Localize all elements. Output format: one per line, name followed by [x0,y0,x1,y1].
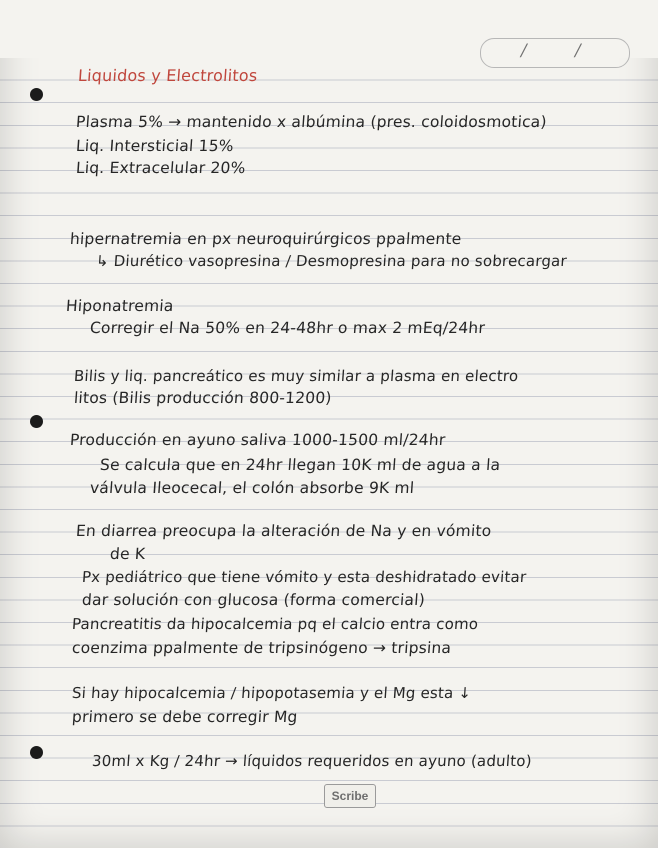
note-line: Pancreatitis da hipocalcemia pq el calcio entra como [71,615,479,633]
note-line: Corregir el Na 50% en 24-48hr o max 2 mEq/24hr [89,319,486,337]
date-slash: / [521,41,527,61]
note-line: Bilis y liq. pancreático es muy similar a plasma en electro [73,367,519,385]
note-line: En diarrea preocupa la alteración de Na y en vómito [75,522,493,540]
note-line: Liq. Extracelular 20% [75,159,247,177]
note-line: Plasma 5% → mantenido x albúmina (pres. coloidosmotica) [75,113,548,131]
note-line: primero se debe corregir Mg [71,708,299,726]
note-line: Se calcula que en 24hr llegan 10K ml de agua a la [99,456,501,474]
date-slash: / [575,41,581,61]
note-line: Si hay hipocalcemia / hipopotasemia y el Mg esta ↓ [71,684,472,702]
note-line: litos (Bilis producción 800-1200) [73,389,333,407]
page-title: Liquidos y Electrolitos [77,66,259,85]
note-line: Liq. Intersticial 15% [75,137,235,155]
note-line: Producción en ayuno saliva 1000-1500 ml/24hr [69,431,447,449]
note-line: ↳ Diurético vasopresina / Desmopresina para no sobrecargar [95,252,568,270]
binder-hole [30,415,43,428]
binder-hole [30,746,43,759]
date-field [480,38,630,68]
binder-hole [30,88,43,101]
note-line: Hiponatremia [65,297,175,315]
note-line: válvula Ileocecal, el colón absorbe 9K ml [89,479,415,497]
note-line: de K [109,545,146,563]
note-line: 30ml x Kg / 24hr → líquidos requeridos en ayuno (adulto) [91,752,533,770]
note-line: coenzima ppalmente de tripsinógeno → tripsina [71,639,452,657]
note-line: Px pediátrico que tiene vómito y esta deshidratado evitar [81,568,527,586]
scribe-logo: Scribe [324,784,376,808]
note-line: hipernatremia en px neuroquirúrgicos ppalmente [69,230,463,248]
note-line: dar solución con glucosa (forma comercial) [81,591,426,609]
